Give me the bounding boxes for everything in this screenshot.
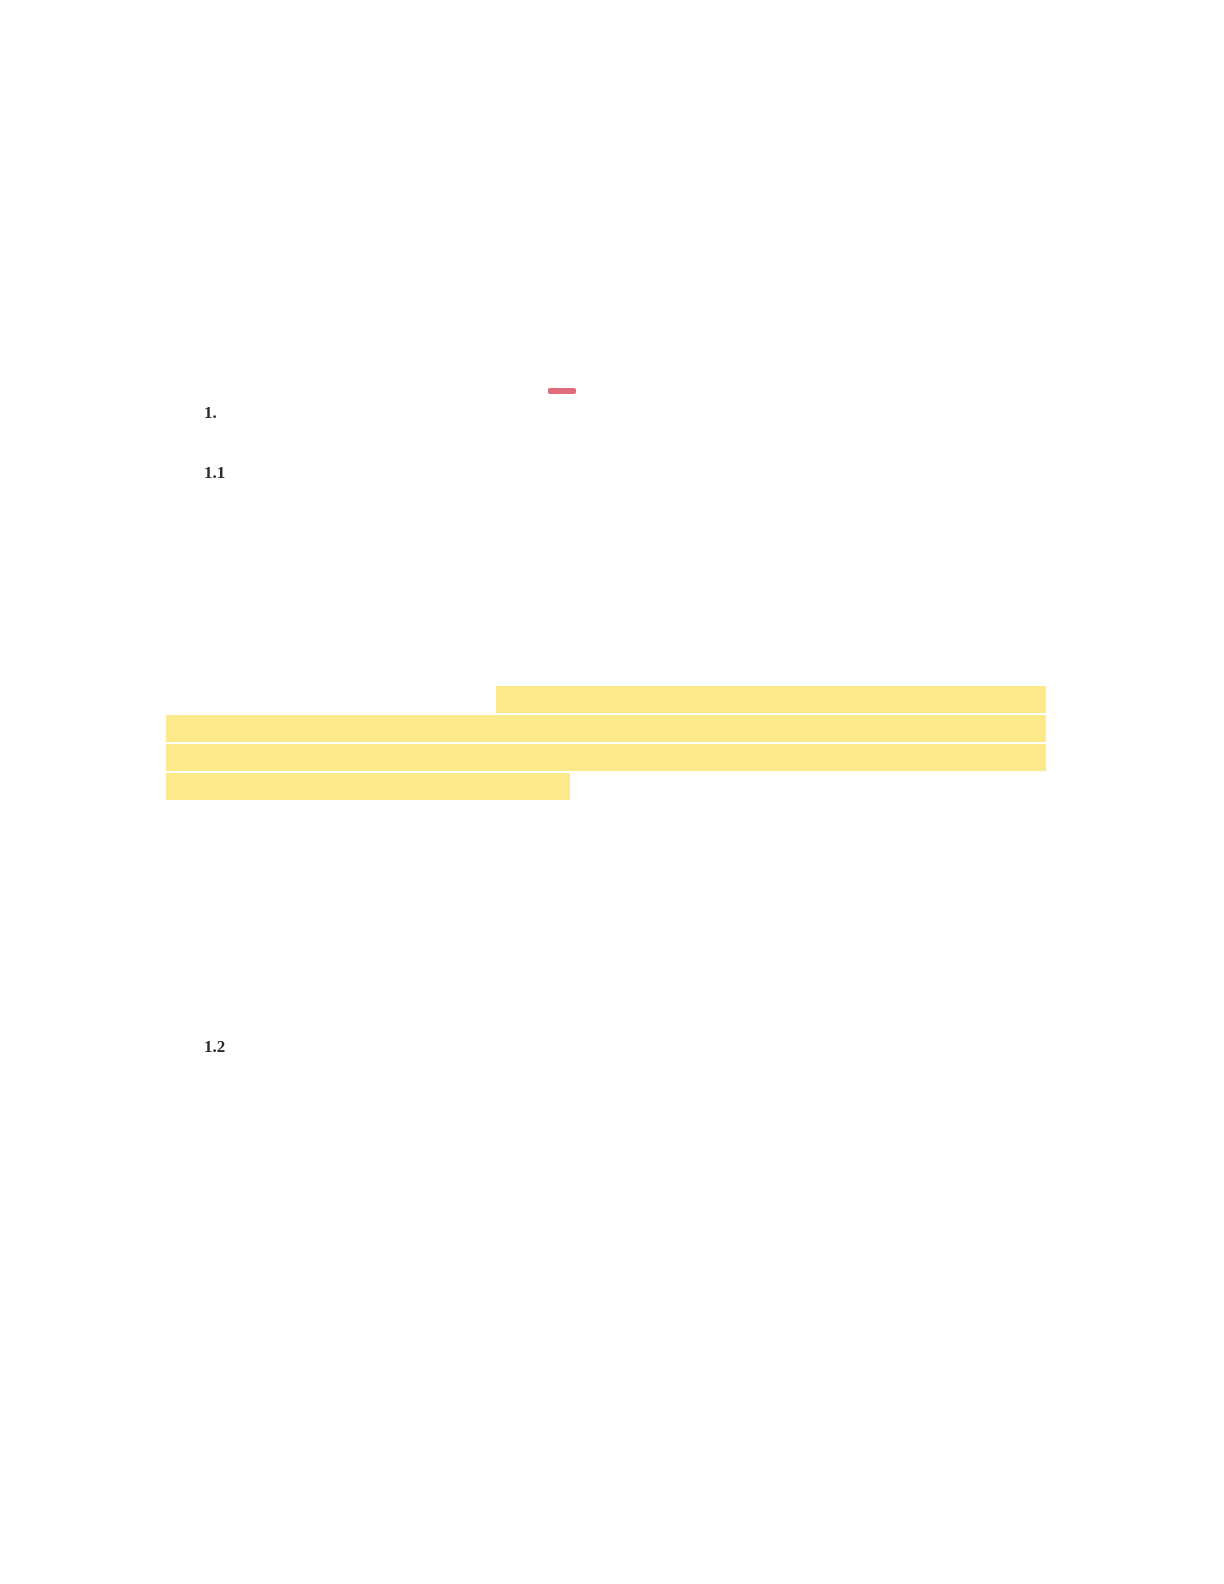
section-heading-1-number: 1. [204,403,217,422]
highlight-band-line-1 [496,686,1046,713]
section-heading-1-1-number: 1.1 [204,463,226,482]
section-heading-1 [204,398,234,427]
highlight-band-line-3 [166,744,1046,771]
highlight-band-line-4 [166,773,570,800]
red-comment-marker [548,388,576,394]
highlight-band-line-2 [166,715,1046,742]
section-heading-1-2-number: 1.2 [204,1037,226,1056]
section-heading-1-1 [204,458,234,487]
section-heading-1-2 [204,1032,234,1061]
